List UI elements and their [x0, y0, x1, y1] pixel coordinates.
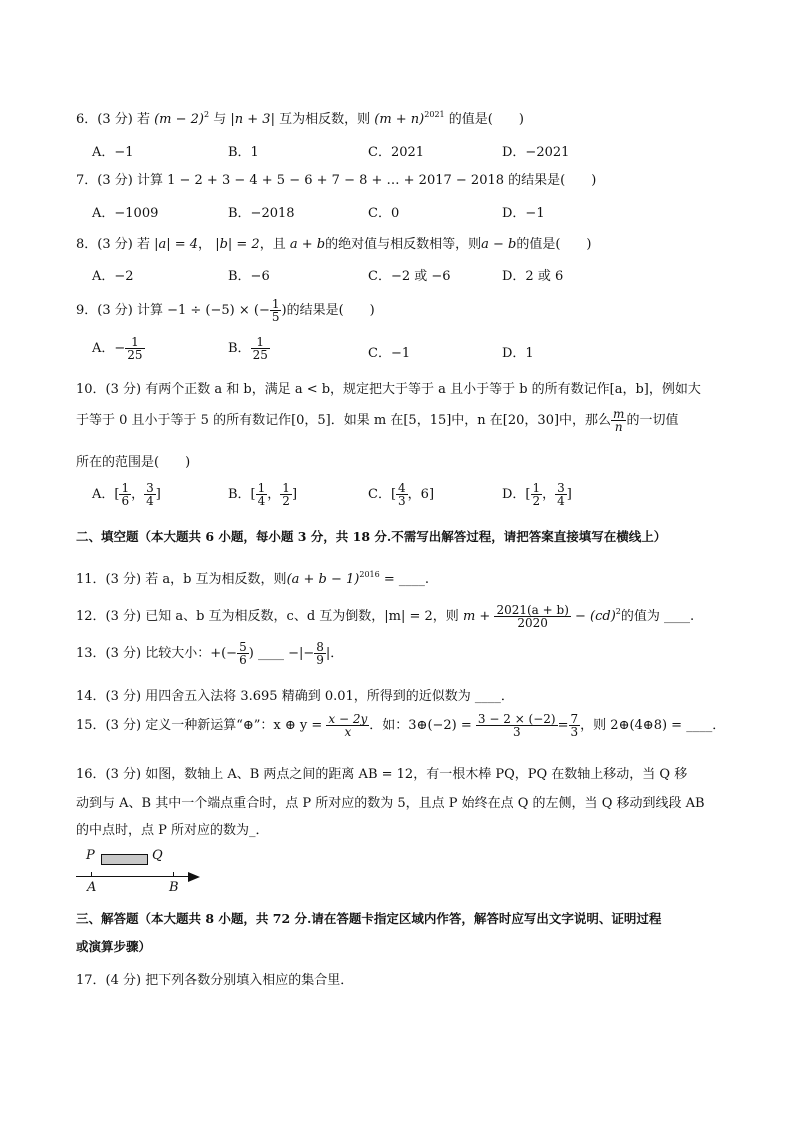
q15-f2-num: 3 − 2 × (−2): [477, 712, 556, 726]
q10-line2-a: 于等于 0 且小于等于 5 的所有数记作[0，5]．如果 m 在[5，15]中，n 在[20，30]中，那么: [76, 413, 612, 428]
q9-options: [92, 336, 732, 372]
point-b-label: B: [169, 880, 179, 895]
q6-option-c[interactable]: C．2021: [368, 145, 425, 160]
q10-c-d1: 3: [398, 494, 406, 508]
q8-e1: |a| = 4: [154, 237, 199, 252]
q13-n2: 8: [316, 640, 324, 654]
q11-stem: 11．(3 分) 若 a，b 互为相反数，则: [76, 572, 287, 587]
q10-b-d1: 4: [257, 494, 266, 508]
q6-expr3: (m + n): [374, 112, 425, 127]
q10-a-frac1: [119, 482, 131, 507]
question-9: [76, 298, 375, 324]
number-line-figure: [76, 848, 216, 898]
q11-sup: 2016: [359, 570, 380, 579]
q15-f3-num: 7: [570, 712, 579, 726]
q9-option-a-den: 25: [127, 348, 143, 362]
q8-e3: a + b: [289, 237, 326, 252]
q10-b-close: ]: [291, 487, 298, 502]
section-3-heading-line2: 或演算步骤）: [76, 939, 152, 954]
axis-arrow-icon: [188, 872, 200, 882]
q6-option-a[interactable]: A．−1: [92, 145, 134, 160]
question-17: 17．(4 分) 把下列各数分别填入相应的集合里．: [76, 973, 354, 988]
q12-sup: 2: [615, 607, 621, 616]
question-6: [76, 106, 524, 129]
q15-eq: =: [557, 718, 569, 733]
q10-line2-b: 的一切值: [626, 413, 679, 428]
q13-mid: ) ____ −|−: [248, 646, 315, 661]
q13-stem: 13．(3 分) 比较大小：+(−: [76, 646, 238, 661]
q10-option-a-label: A．[: [92, 487, 120, 502]
q8-mid2: 的绝对值与相反数相等，则: [325, 237, 482, 252]
q9-frac-num: 1: [271, 297, 280, 311]
q10-fraction: [611, 408, 626, 433]
q9-option-a-num: 1: [125, 336, 144, 349]
q6-sup1: 2: [204, 110, 210, 119]
q13-tail: |．: [325, 646, 344, 661]
q10-b-n1: 1: [257, 481, 266, 495]
q10-option-b-label: B．[: [228, 487, 256, 502]
q10-a-frac2: [144, 482, 156, 507]
q6-stem: 6．(3 分) 若: [76, 112, 150, 127]
q15-frac2: [476, 713, 558, 738]
q9-option-c[interactable]: C．−1: [368, 346, 411, 361]
q6-expr1: (m − 2): [154, 112, 204, 127]
q15-frac3: [569, 713, 581, 738]
q15-f3-den: 3: [570, 725, 579, 739]
q9-option-b-frac: [251, 336, 270, 361]
question-10-line1: 10．(3 分) 有两个正数 a 和 b，满足 a < b，规定把大于等于 a 且小于等于 b 的所有数记作[a，b]，例如大: [76, 382, 701, 397]
q10-b-frac2: [280, 482, 292, 507]
q10-option-c-label: C．[: [368, 487, 397, 502]
q12-frac-num: 2021(a + b): [496, 603, 569, 617]
q12-rest: − (cd): [575, 609, 616, 624]
q9-expr-b: ): [281, 303, 287, 318]
q9-option-b-den: 25: [252, 348, 268, 362]
question-8: 8．(3 分) 若 |a| = 4， |b| = 2，且 a + b的绝对值与相反数相等，则a − b的值是( ): [76, 237, 592, 252]
q9-option-a-prefix: A．−: [92, 341, 126, 356]
q15-mid: ．如：3⊕(−2) =: [369, 718, 472, 733]
q15-f1-den: x: [344, 725, 352, 739]
q10-b-frac1: [256, 482, 268, 507]
q9-option-d[interactable]: D．1: [502, 346, 534, 361]
question-10-line3: 所在的范围是( ): [76, 455, 191, 470]
q10-option-d[interactable]: D．[ $\frac{1}{2}$ ， $\frac{3}{4}$ ]: [502, 481, 572, 508]
q10-options: [92, 482, 732, 518]
q13-frac2: [314, 641, 326, 666]
q7-stem: 7．(3 分) 计算: [76, 173, 163, 188]
tick-b: [173, 872, 174, 877]
q7-option-a[interactable]: A．−1009: [92, 206, 159, 221]
q10-b-d2: 2: [282, 494, 290, 508]
q8-stem: 8．(3 分) 若: [76, 237, 150, 252]
q9-fraction: [270, 298, 282, 323]
q10-a-d2: 4: [146, 494, 154, 508]
q10-d-n1: 1: [532, 481, 541, 495]
q8-tail: 的值是( ): [516, 237, 592, 252]
q10-option-b[interactable]: B．[ $\frac{1}{4}$ ， $\frac{1}{2}$ ]: [228, 481, 298, 508]
q10-frac-den: n: [614, 420, 623, 434]
q8-option-c[interactable]: C．−2 或 −6: [368, 269, 451, 284]
q6-option-d[interactable]: D．−2021: [502, 145, 570, 160]
q12-stem: 12．(3 分) 已知 a、b 互为相反数，c、d 互为倒数，|m| = 2，则: [76, 609, 459, 624]
q9-option-a[interactable]: [92, 336, 145, 361]
q10-c-frac1: [396, 482, 408, 507]
q15-frac1: [326, 713, 369, 738]
q12-fraction: [494, 604, 570, 629]
q8-e4: a − b: [481, 237, 517, 252]
q8-option-b[interactable]: B．−6: [228, 269, 270, 284]
question-16-line2: 动到与 A、B 其中一个端点重合时，点 P 所对应的数为 5，且点 P 始终在点 Q 的左侧，当 Q 移动到线段 AB: [76, 796, 705, 811]
q9-expr-a: −1 ÷ (−5) × (−: [167, 303, 270, 318]
question-15: [76, 712, 725, 740]
q10-d-frac2: [555, 482, 567, 507]
tick-a: [91, 872, 92, 877]
q10-c-n1: 4: [398, 481, 406, 495]
question-13: [76, 640, 343, 668]
q10-option-c[interactable]: [368, 482, 434, 507]
point-p-label: P: [86, 848, 95, 863]
q9-option-a-frac: [125, 336, 144, 361]
q10-d-close: ]: [566, 487, 572, 502]
question-16-line3: 的中点时，点 P 所对应的数为_．: [76, 823, 269, 838]
q12-frac-den: 2020: [517, 616, 548, 630]
section-3-heading-line1: 三、解答题（本大题共 8 小题，共 72 分.请在答题卡指定区域内作答，解答时应写出文字说明、证明过程: [76, 911, 662, 926]
q10-a-close: ]: [155, 487, 161, 502]
q15-tail: ，则 2⊕(4⊕8) = ____．: [580, 718, 726, 733]
q10-d-frac1: [531, 482, 543, 507]
q9-option-b-prefix: B．: [228, 341, 251, 356]
q9-stem: 9．(3 分) 计算: [76, 303, 163, 318]
q10-b-n2: 1: [282, 481, 290, 495]
q7-expr: 1 − 2 + 3 − 4 + 5 − 6 + 7 − 8 + … + 2017 − 2018: [167, 173, 505, 188]
q8-mid: ，且: [259, 237, 286, 252]
q12-tail: 的值为 ____.: [620, 609, 695, 624]
q6-mid1: 与: [213, 112, 227, 127]
question-12: [76, 598, 694, 631]
q10-option-a[interactable]: A．[ $\frac{1}{6}$ ， $\frac{3}{4}$ ]: [92, 481, 161, 508]
question-11: [76, 566, 429, 589]
q13-d1: 6: [239, 653, 247, 667]
question-7: [76, 172, 596, 190]
q8-option-d[interactable]: D．2 或 6: [502, 269, 564, 284]
section-2-heading: 二、填空题（本大题共 6 小题，每小题 3 分，共 18 分.不需写出解答过程，请把答案直接填写在横线上）: [76, 529, 667, 544]
q9-option-b-num: 1: [251, 336, 270, 349]
point-q-label: Q: [152, 848, 163, 863]
q15-stem: 15．(3 分) 定义一种新运算“⊕”：x ⊕ y =: [76, 718, 323, 733]
q11-expr: (a + b − 1): [286, 572, 360, 587]
q11-tail: = ____.: [379, 572, 430, 587]
q15-f2-den: 3: [512, 725, 521, 739]
q13-d2: 9: [316, 653, 324, 667]
q10-a-n2: 3: [146, 481, 154, 495]
q6-option-b[interactable]: B．1: [228, 145, 259, 160]
q10-d-d1: 2: [532, 494, 541, 508]
q7-option-d[interactable]: D．−1: [502, 206, 545, 221]
q8-e2: |b| = 2: [215, 237, 260, 252]
q10-option-d-label: D．[: [502, 487, 531, 502]
q13-n1: 5: [239, 640, 247, 654]
q7-option-c[interactable]: C．0: [368, 206, 400, 221]
point-a-label: A: [87, 880, 97, 895]
q6-sup3: 2021: [424, 110, 445, 119]
q15-f1-num: x − 2y: [328, 712, 368, 726]
q9-tail: 的结果是( ): [286, 303, 375, 318]
q10-d-n2: 3: [557, 481, 565, 495]
q10-a-n1: 1: [121, 481, 130, 495]
q7-option-b[interactable]: B．−2018: [228, 206, 295, 221]
q9-frac-den: 5: [271, 310, 280, 324]
q6-expr2: |n + 3|: [230, 112, 275, 127]
q8-option-a[interactable]: A．−2: [92, 269, 134, 284]
q9-option-b[interactable]: [228, 336, 270, 361]
q10-a-d1: 6: [121, 494, 130, 508]
q10-c-tail: ，6]: [407, 487, 435, 502]
q6-mid2: 互为相反数，则: [279, 112, 371, 127]
q12-m: m +: [462, 609, 491, 624]
question-16-line1: 16．(3 分) 如图，数轴上 A、B 两点之间的距离 AB = 12，有一根木棒 PQ，PQ 在数轴上移动，当 Q 移: [76, 767, 688, 782]
q13-frac1: [237, 641, 249, 666]
q10-frac-num: m: [613, 407, 625, 421]
q6-tail: 的值是( ): [448, 112, 524, 127]
q10-d-d2: 4: [557, 494, 565, 508]
question-10-line2: [76, 408, 678, 434]
question-14: 14．(3 分) 用四舍五入法将 3.695 精确到 0.01，所得到的近似数为 ____．: [76, 689, 514, 704]
rod-pq: [101, 854, 148, 865]
q7-tail: 的结果是( ): [508, 173, 597, 188]
